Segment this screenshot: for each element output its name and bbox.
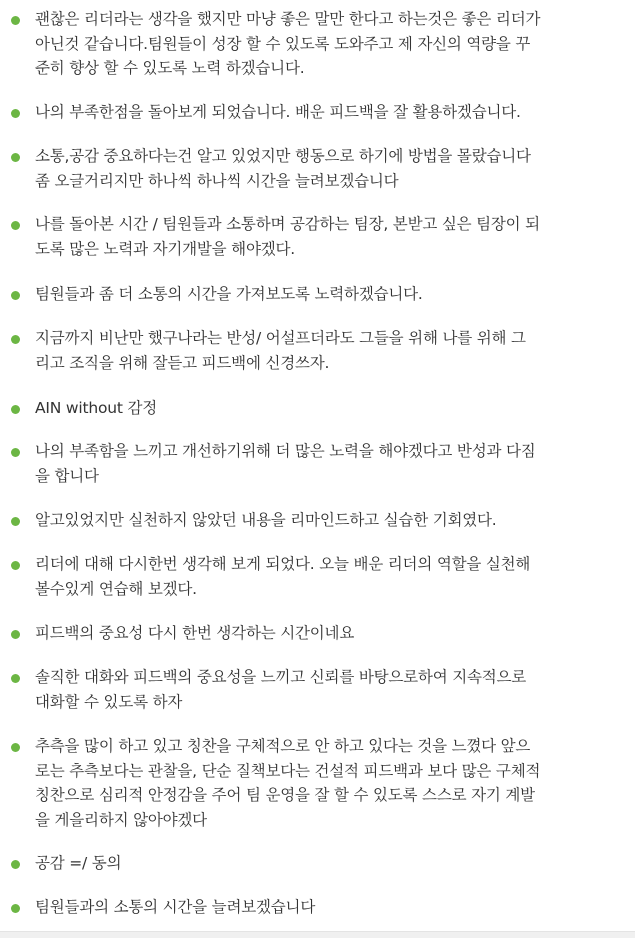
list-item-text xyxy=(35,439,595,488)
list-item-line: 도록 많은 노력과 자기개발을 해야겠다. xyxy=(35,239,296,258)
list-item-line: 볼수있게 연습해 보겠다. xyxy=(35,579,197,598)
list-item-text xyxy=(35,665,595,714)
list-item-text xyxy=(35,895,595,920)
list-item-line: 을 합니다 xyxy=(35,466,99,485)
list-item-line: 알고있었지만 실천하지 않았던 내용을 리마인드하고 실습한 기회였다. xyxy=(35,511,497,529)
list-item-line: 추측을 많이 하고 있고 칭찬을 구체적으로 안 하고 있다는 것을 느꼈다 앞으 xyxy=(35,737,531,755)
bullet-icon xyxy=(11,153,20,162)
list-item-line: 공감 =/ 동의 xyxy=(35,854,122,872)
list-item-text xyxy=(35,282,595,307)
list-item-line: 괜찮은 리더라는 생각을 했지만 마냥 좋은 말만 한다고 하는것은 좋은 리더가 xyxy=(35,10,541,28)
list-item-line: 리더에 대해 다시한번 생각해 보게 되었다. 오늘 배운 리더의 역할을 실천해 xyxy=(35,555,531,573)
list-item-line: 나의 부족함을 느끼고 개선하기위해 더 많은 노력을 해야겠다고 반성과 다짐 xyxy=(35,442,536,460)
list-item-text xyxy=(35,144,595,193)
bullet-icon xyxy=(11,109,20,118)
bullet-icon xyxy=(11,16,20,25)
list-item-line: 지금까지 비난만 했구나라는 반성/ 어설프더라도 그들을 위해 나를 위해 그 xyxy=(35,329,526,347)
bullet-icon xyxy=(11,405,20,414)
bullet-icon xyxy=(11,743,20,752)
bullet-icon xyxy=(11,517,20,526)
list-item-text xyxy=(35,621,595,646)
list-item-line: 솔직한 대화와 피드백의 중요성을 느끼고 신뢰를 바탕으로하여 지속적으로 xyxy=(35,668,527,686)
list-item-text xyxy=(35,326,595,375)
list-item-text xyxy=(35,734,595,832)
list-item-line: 나의 부족한점을 돌아보게 되었습니다. 배운 피드백을 잘 활용하겠습니다. xyxy=(35,103,521,121)
bullet-icon xyxy=(11,630,20,639)
bullet-icon xyxy=(11,335,20,344)
list-item-text xyxy=(35,552,595,601)
list-item-line: 리고 조직을 위해 잘듣고 피드백에 신경쓰자. xyxy=(35,353,330,372)
list-item-text xyxy=(35,212,595,261)
bullet-icon xyxy=(11,561,20,570)
list-item-line: 로는 추측보다는 관찰을, 단순 질책보다는 건설적 피드백과 보다 많은 구체적 xyxy=(35,761,541,780)
list-item-line: 소통,공감 중요하다는건 알고 있었지만 행동으로 하기에 방법을 몰랐습니다 xyxy=(35,147,531,165)
bullet-icon xyxy=(11,221,20,230)
list-item-text xyxy=(35,508,595,533)
list-item-line: 팀원들과 좀 더 소통의 시간을 가져보도록 노력하겠습니다. xyxy=(35,285,423,303)
list-item-line: 대화할 수 있도록 하자 xyxy=(35,692,183,711)
list-item-line: 을 게을리하지 않아야겠다 xyxy=(35,810,207,829)
list-item-text xyxy=(35,100,595,125)
bullet-icon xyxy=(11,860,20,869)
bullet-icon xyxy=(11,291,20,300)
list-item-line: 팀원들과의 소통의 시간을 늘려보겠습니다 xyxy=(35,898,316,916)
list-item-line: 피드백의 중요성 다시 한번 생각하는 시간이네요 xyxy=(35,624,355,642)
list-item-text xyxy=(35,851,595,876)
bullet-icon xyxy=(11,448,20,457)
bullet-icon xyxy=(11,904,20,913)
list-item-text xyxy=(35,7,595,81)
list-item-line: AIN without 감정 xyxy=(35,399,158,417)
list-item-line: 아닌것 같습니다.팀원들이 성장 할 수 있도록 도와주고 제 자신의 역량을 꾸 xyxy=(35,34,531,53)
list-item-line: 준히 향상 할 수 있도록 노력 하겠습니다. xyxy=(35,59,305,77)
list-item-line: 좀 오글거리지만 하나씩 하나씩 시간을 늘려보겠습니다 xyxy=(35,171,399,190)
bottom-divider xyxy=(0,931,635,938)
list-item-text xyxy=(35,396,595,421)
list-item-line: 칭찬으로 심리적 안정감을 주어 팀 운영을 잘 할 수 있도록 스스로 자기 계발 xyxy=(35,786,535,804)
list-item-line: 나를 돌아본 시간 / 팀원들과 소통하며 공감하는 팀장, 본받고 싶은 팀장이 되 xyxy=(35,215,540,233)
bullet-icon xyxy=(11,674,20,683)
